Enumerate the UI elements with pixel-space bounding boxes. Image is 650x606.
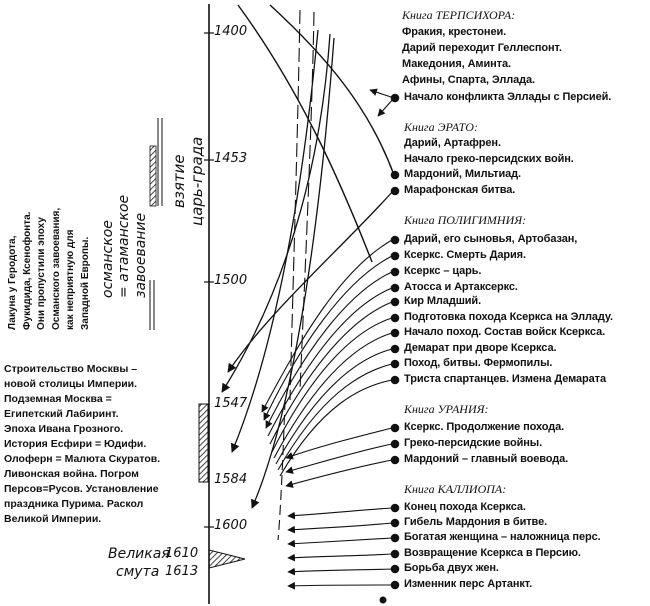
event-label: Греко-персидские войны. <box>404 437 543 449</box>
year-1610: 1610 <box>165 546 199 561</box>
lacuna-line: Османского завоевания, <box>50 207 62 330</box>
book-title-erato: Книга ЭРАТО: <box>404 120 478 134</box>
fan-arrows <box>262 240 392 586</box>
event-label: Атосса и Артаксеркс. <box>404 281 518 293</box>
event-label: Возвращение Ксеркса в Персию. <box>404 547 581 559</box>
note-line: Великой Империи. <box>4 513 102 525</box>
hatch-bar-1547-1584 <box>199 404 208 482</box>
lacuna-line: Лакуна у Геродота, <box>7 235 18 330</box>
event-label: Триста спартанцев. Измена Демарата <box>404 373 606 385</box>
note-line: Строительство Москвы – <box>4 363 138 375</box>
smuta-triangle <box>209 550 245 568</box>
smuta-label-1: Великая <box>108 546 170 562</box>
year-1400: 1400 <box>214 24 248 39</box>
capture-label-2: царь-града <box>188 136 206 226</box>
event-dots <box>380 94 400 604</box>
moscow-note <box>4 362 160 527</box>
note-line: Олоферн = Малюта Скуратов. <box>4 453 161 465</box>
event-label: Борьба двух жен. <box>404 562 499 574</box>
year-1453: 1453 <box>214 151 248 166</box>
lacuna-line: Фукидида, Ксенофонта. <box>21 211 33 330</box>
event-label: Мардоний, Мильтиад. <box>404 168 521 180</box>
note-line: Подземная Москва = <box>4 393 112 405</box>
event-label: Марафонская битва. <box>404 184 516 196</box>
note-line: История Есфири = Юдифи. <box>4 438 147 450</box>
event-label: Фракия, крестонеи. <box>402 26 507 38</box>
ottoman-label-1: османское <box>100 220 116 298</box>
book-title-urania: Книга УРАНИЯ: <box>404 402 489 416</box>
note-line: Ливонская война. Погром <box>4 468 139 480</box>
note-line: новой столицы Империи. <box>4 378 138 390</box>
year-1584: 1584 <box>214 472 248 487</box>
note-line: праздника Пурима. Раскол <box>4 498 144 510</box>
event-label: Конец похода Ксеркса. <box>404 501 526 513</box>
event-label: Демарат при дворе Ксеркса. <box>404 342 557 354</box>
year-1600: 1600 <box>214 518 248 533</box>
event-label: Дарий переходит Геллеспонт. <box>402 42 562 54</box>
note-line: Египетский Лабиринт. <box>4 408 119 420</box>
book-title-terpsichore: Книга ТЕРПСИХОРА: <box>402 8 516 22</box>
event-label: Ксеркс. Продолжение похода. <box>404 421 565 433</box>
lacuna-line: как неприятную для <box>65 229 76 330</box>
event-label: Начало конфликта Эллады с Персией. <box>404 91 612 103</box>
smuta-label-2: смута <box>116 564 160 580</box>
book-title-calliope: Книга КАЛЛИОПА: <box>404 482 507 496</box>
event-label: Подготовка похода Ксеркса на Элладу. <box>404 311 613 323</box>
event-label: Ксеркс – царь. <box>404 265 482 277</box>
lacuna-note <box>6 208 93 330</box>
year-1500: 1500 <box>214 273 248 288</box>
book-title-polyhymnia: Книга ПОЛИГИМНИЯ: <box>404 213 527 227</box>
event-label: Изменник перс Артанкт. <box>404 578 533 590</box>
capture-label-1: взятие <box>170 154 188 208</box>
event-label: Ксеркс. Смерть Дария. <box>404 249 526 261</box>
event-label: Богатая женщина – наложница перс. <box>404 531 601 543</box>
conquest-hatch-band <box>150 146 156 206</box>
year-1613: 1613 <box>165 564 199 579</box>
year-1547: 1547 <box>214 396 248 411</box>
lacuna-line: Западной Европы. <box>79 236 91 330</box>
lacuna-line: Они пропустили эпоху <box>36 217 47 330</box>
event-label: Афины, Спарта, Эллада. <box>402 74 535 86</box>
note-line: Эпоха Ивана Грозного. <box>4 423 124 435</box>
event-label: Поход, битвы. Фермопилы. <box>404 357 553 369</box>
event-label: Дарий, Артафрен. <box>404 137 501 149</box>
event-label: Гибель Мардония в битве. <box>404 516 548 528</box>
event-label: Македония, Аминта. <box>402 58 511 70</box>
event-label: Начало греко-персидских войн. <box>404 153 574 165</box>
ottoman-label-3: завоевание <box>133 212 149 298</box>
ottoman-label-2: = атаманское <box>116 194 132 298</box>
event-label: Дарий, его сыновья, Артобазан, <box>404 233 578 245</box>
event-label: Кир Младший. <box>404 295 482 307</box>
event-label: Мардоний – главный воевода. <box>404 453 569 465</box>
note-line: Персов=Русов. Установление <box>4 483 159 495</box>
event-label: Начало поход. Состав войск Ксеркса. <box>404 326 606 338</box>
